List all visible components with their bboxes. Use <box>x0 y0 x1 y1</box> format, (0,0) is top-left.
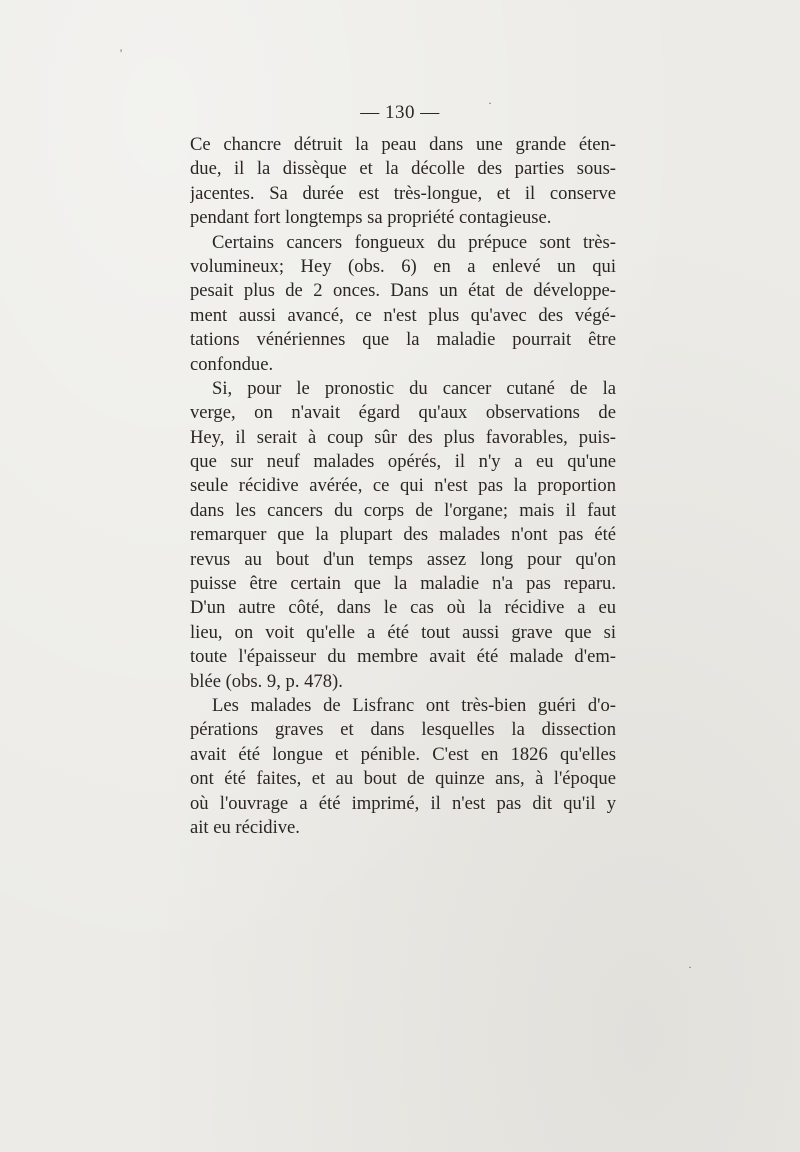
text-line: ait eu récidive. <box>190 816 300 838</box>
text-line: Certains cancers fongueux du prépuce sont très- <box>212 231 616 253</box>
ink-speck: · <box>488 96 492 110</box>
page-number: — 130 — <box>360 102 440 123</box>
text-line: volumineux; Hey (obs. 6) en a enlevé un qui <box>190 255 616 277</box>
text-line: Si, pour le pronostic du cancer cutané de la <box>212 377 616 399</box>
text-line: due, il la dissèque et la décolle des parties sous- <box>190 158 616 180</box>
text-line: verge, on n'avait égard qu'aux observations de <box>190 402 616 424</box>
text-line: avait été longue et pénible. C'est en 1826 qu'elles <box>190 743 616 765</box>
text-line: Ce chancre détruit la peau dans une grande éten- <box>190 134 616 155</box>
text-line: dans les cancers du corps de l'organe; mais il faut <box>190 499 616 521</box>
text-line: revus au bout d'un temps assez long pour qu'on <box>190 548 616 570</box>
body-text <box>190 133 616 840</box>
text-line: Hey, il serait à coup sûr des plus favorables, puis- <box>190 426 616 448</box>
text-line: Les malades de Lisfranc ont très-bien guéri d'o- <box>212 694 616 716</box>
text-line: où l'ouvrage a été imprimé, il n'est pas dit qu'il y <box>190 792 616 814</box>
text-line: puisse être certain que la maladie n'a pas reparu. <box>190 573 616 595</box>
text-line: confondue. <box>190 353 274 375</box>
ink-speck: ' <box>120 46 123 60</box>
text-line: pérations graves et dans lesquelles la dissection <box>190 719 616 741</box>
text-line: que sur neuf malades opérés, il n'y a eu qu'une <box>190 451 616 473</box>
text-line: jacentes. Sa durée est très-longue, et il conserve <box>190 182 616 204</box>
ink-speck: · <box>688 960 692 974</box>
text-line: pendant fort longtemps sa propriété contagieuse. <box>190 207 552 229</box>
text-line: blée (obs. 9, p. 478). <box>190 670 343 692</box>
text-line: remarquer que la plupart des malades n'ont pas été <box>190 524 616 546</box>
text-line: ont été faites, et au bout de quinze ans, à l'époque <box>190 768 616 790</box>
text-line: tations vénériennes que la maladie pourrait être <box>190 329 616 351</box>
text-line: ment aussi avancé, ce n'est plus qu'avec des végé- <box>190 304 616 326</box>
text-line: D'un autre côté, dans le cas où la récidive a eu <box>190 597 616 619</box>
text-line: pesait plus de 2 onces. Dans un état de développe- <box>190 280 616 302</box>
text-line: lieu, on voit qu'elle a été tout aussi grave que si <box>190 621 616 643</box>
text-line: toute l'épaisseur du membre avait été malade d'em- <box>190 646 616 668</box>
text-line: seule récidive avérée, ce qui n'est pas la proportion <box>190 475 616 497</box>
